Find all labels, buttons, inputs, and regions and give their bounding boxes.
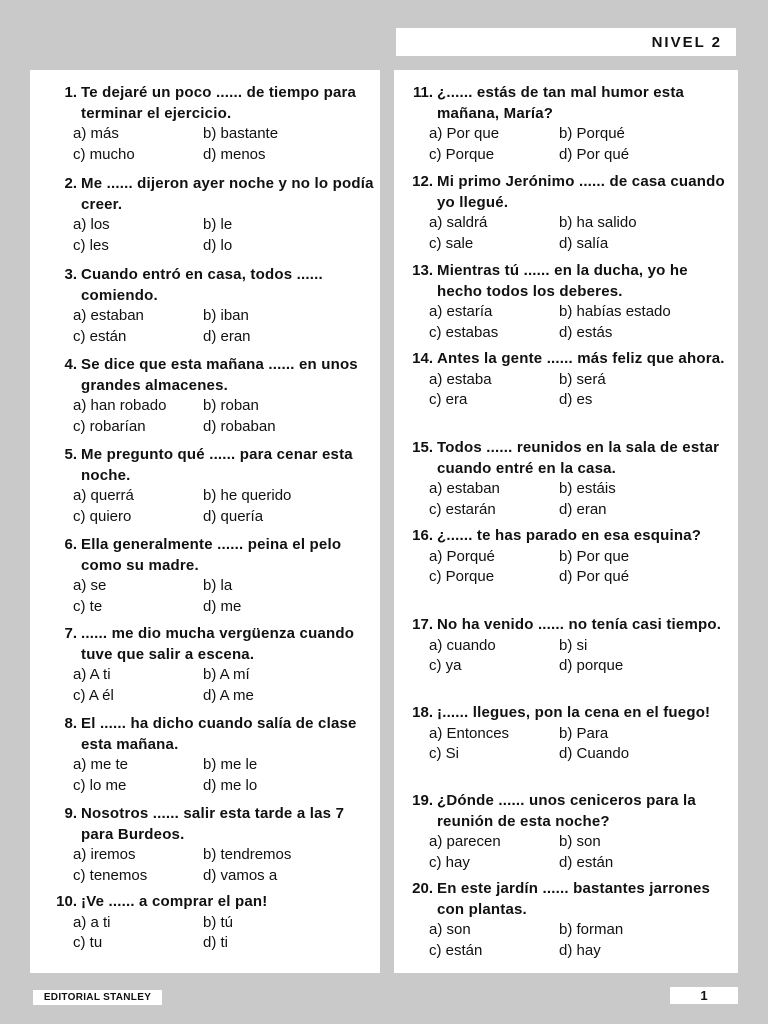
option-c: c) les [73, 236, 109, 254]
option-a: a) se [73, 577, 107, 594]
option-c: c) A él [73, 686, 114, 704]
question-stem: Me pregunto qué ...... para cenar esta noche. [81, 446, 353, 484]
option-c: c) robarían [73, 417, 146, 435]
option-a: a) Entonces [429, 724, 510, 742]
option-c: c) Porque [429, 568, 495, 585]
option-c: c) era [429, 391, 468, 408]
option-b: b) A mí [203, 666, 250, 683]
question-12 [400, 172, 736, 254]
option-a: a) A ti [73, 666, 111, 683]
option-b: b) bastante [203, 125, 279, 142]
question-6 [46, 535, 376, 617]
option-c: c) Si [429, 745, 459, 762]
option-a: a) estaban [429, 480, 500, 497]
question-stem: Se dice que esta mañana ...... en unos grandes almacenes. [81, 356, 358, 394]
question-number: 4. [64, 356, 77, 373]
question-10 [46, 892, 376, 954]
option-d: d) Por qué [559, 568, 630, 585]
option-d: d) me lo [203, 776, 258, 794]
page-number: 1 [670, 987, 738, 1004]
question-2 [46, 174, 376, 256]
publisher-label: EDITORIAL STANLEY [33, 990, 162, 1005]
right-column [394, 70, 738, 973]
option-c: c) Porque [429, 145, 495, 163]
question-stem: El ...... ha dicho cuando salía de clase esta mañana. [81, 715, 357, 753]
question-number: 9. [64, 805, 77, 822]
option-a: a) me te [73, 756, 129, 773]
option-d: d) A me [203, 686, 254, 704]
option-a: a) han robado [73, 397, 167, 414]
question-14 [400, 349, 736, 411]
question-18 [400, 703, 736, 765]
option-a: a) son [429, 921, 471, 938]
question-stem: Cuando entró en casa, todos ...... comiendo. [81, 266, 323, 304]
option-c: c) estarán [429, 500, 496, 518]
option-c: c) ya [429, 657, 462, 674]
option-b: b) son [559, 833, 601, 850]
option-d: d) estás [559, 323, 613, 341]
question-number: 13. [412, 262, 433, 279]
option-b: b) Porqué [559, 125, 625, 142]
question-stem: ¿...... estás de tan mal humor esta mañana, María? [437, 84, 685, 122]
question-number: 7. [64, 625, 77, 642]
question-number: 16. [412, 527, 433, 544]
option-a: a) saldrá [429, 214, 488, 231]
option-b: b) roban [203, 397, 259, 414]
question-1 [46, 83, 376, 165]
question-number: 14. [412, 350, 433, 367]
option-c: c) están [73, 327, 127, 345]
question-8 [46, 714, 376, 796]
question-17 [400, 615, 736, 677]
option-d: d) es [559, 391, 593, 408]
option-d: d) menos [203, 145, 266, 163]
left-column [30, 70, 380, 973]
option-d: d) ti [203, 934, 229, 951]
option-b: b) me le [203, 756, 258, 773]
option-a: a) estaría [429, 303, 493, 320]
option-c: c) están [429, 941, 483, 959]
option-d: d) eran [203, 327, 251, 345]
question-9 [46, 804, 376, 886]
option-d: d) lo [203, 236, 233, 254]
question-number: 1. [64, 84, 77, 101]
question-15 [400, 438, 736, 520]
option-a: a) los [73, 216, 110, 233]
option-c: c) estabas [429, 323, 499, 341]
question-number: 6. [64, 536, 77, 553]
question-stem: Mi primo Jerónimo ...... de casa cuando yo llegué. [437, 173, 725, 211]
option-a: a) Porqué [429, 547, 495, 565]
question-5 [46, 445, 376, 527]
option-b: b) tú [203, 913, 234, 931]
question-13 [400, 261, 736, 343]
question-stem: Ella generalmente ...... peina el pelo como su madre. [81, 536, 342, 574]
question-number: 18. [412, 704, 433, 721]
question-number: 12. [412, 173, 433, 190]
question-number: 8. [64, 715, 77, 732]
option-a: a) Por que [429, 125, 500, 142]
question-number: 3. [64, 266, 77, 283]
option-a: a) querrá [73, 487, 134, 504]
option-c: c) te [73, 597, 103, 615]
question-number: 2. [64, 175, 77, 192]
option-c: c) sale [429, 234, 474, 252]
option-c: c) tenemos [73, 866, 148, 884]
question-number: 15. [412, 439, 433, 456]
question-stem: Mientras tú ...... en la ducha, yo he hecho todos los deberes. [437, 262, 688, 300]
question-stem: Me ...... dijeron ayer noche y no lo podía creer. [81, 175, 374, 213]
question-stem: No ha venido ...... no tenía casi tiempo. [437, 616, 722, 633]
option-b: b) estáis [559, 480, 616, 497]
question-stem: ...... me dio mucha vergüenza cuando tuve que salir a escena. [81, 625, 355, 663]
question-16 [400, 526, 736, 588]
option-b: b) será [559, 370, 606, 388]
option-d: d) Cuando [559, 745, 630, 762]
option-d: d) eran [559, 500, 607, 518]
option-a: a) parecen [429, 833, 501, 850]
question-stem: En este jardín ...... bastantes jarrones con plantas. [437, 880, 711, 918]
question-19 [400, 791, 736, 873]
question-stem: Nosotros ...... salir esta tarde a las 7 para Burdeos. [81, 805, 345, 843]
option-b: b) Por que [559, 547, 630, 565]
option-c: c) hay [429, 853, 470, 871]
option-b: b) habías estado [559, 303, 671, 320]
question-number: 17. [412, 616, 433, 633]
option-d: d) me [203, 597, 242, 615]
question-stem: ¡...... llegues, pon la cena en el fuego! [437, 704, 711, 721]
option-b: b) iban [203, 307, 249, 324]
question-20 [400, 879, 736, 961]
question-stem: ¡Ve ...... a comprar el pan! [81, 893, 268, 910]
option-d: d) vamos a [203, 866, 278, 884]
option-a: a) a ti [73, 913, 111, 931]
option-c: c) lo me [73, 776, 127, 794]
option-a: a) iremos [73, 846, 136, 863]
level-label: NIVEL 2 [396, 28, 736, 56]
option-d: d) porque [559, 657, 624, 674]
option-b: b) la [203, 577, 233, 594]
question-4 [46, 355, 376, 437]
question-number: 20. [412, 880, 433, 897]
option-a: a) estaba [429, 370, 492, 388]
question-stem: Antes la gente ...... más feliz que ahora. [437, 350, 725, 367]
question-11 [400, 83, 736, 165]
option-b: b) tendremos [203, 846, 292, 863]
question-7 [46, 624, 376, 706]
option-c: c) mucho [73, 145, 135, 163]
option-d: d) quería [203, 507, 264, 525]
option-b: b) si [559, 636, 588, 654]
option-a: a) cuando [429, 636, 496, 654]
question-stem: Todos ...... reunidos en la sala de estar cuando entré en la casa. [437, 439, 720, 477]
question-number: 19. [412, 792, 433, 809]
question-number: 10. [56, 893, 77, 910]
option-d: d) robaban [203, 417, 276, 435]
option-b: b) ha salido [559, 214, 637, 231]
question-stem: ¿Dónde ...... unos ceniceros para la reunión de esta noche? [437, 792, 696, 830]
question-number: 11. [412, 84, 433, 101]
option-c: c) tu [73, 934, 103, 951]
option-b: b) le [203, 216, 233, 233]
question-stem: Te dejaré un poco ...... de tiempo para terminar el ejercicio. [81, 84, 357, 122]
option-c: c) quiero [73, 507, 132, 525]
option-b: b) forman [559, 921, 624, 938]
option-d: d) Por qué [559, 145, 630, 163]
question-3 [46, 265, 376, 347]
option-a: a) estaban [73, 307, 144, 324]
option-d: d) hay [559, 941, 601, 959]
option-b: b) Para [559, 724, 609, 742]
question-stem: ¿...... te has parado en esa esquina? [437, 527, 702, 544]
option-d: d) están [559, 853, 614, 871]
option-b: b) he querido [203, 487, 292, 504]
option-d: d) salía [559, 234, 609, 252]
question-number: 5. [64, 446, 77, 463]
option-a: a) más [73, 125, 119, 142]
